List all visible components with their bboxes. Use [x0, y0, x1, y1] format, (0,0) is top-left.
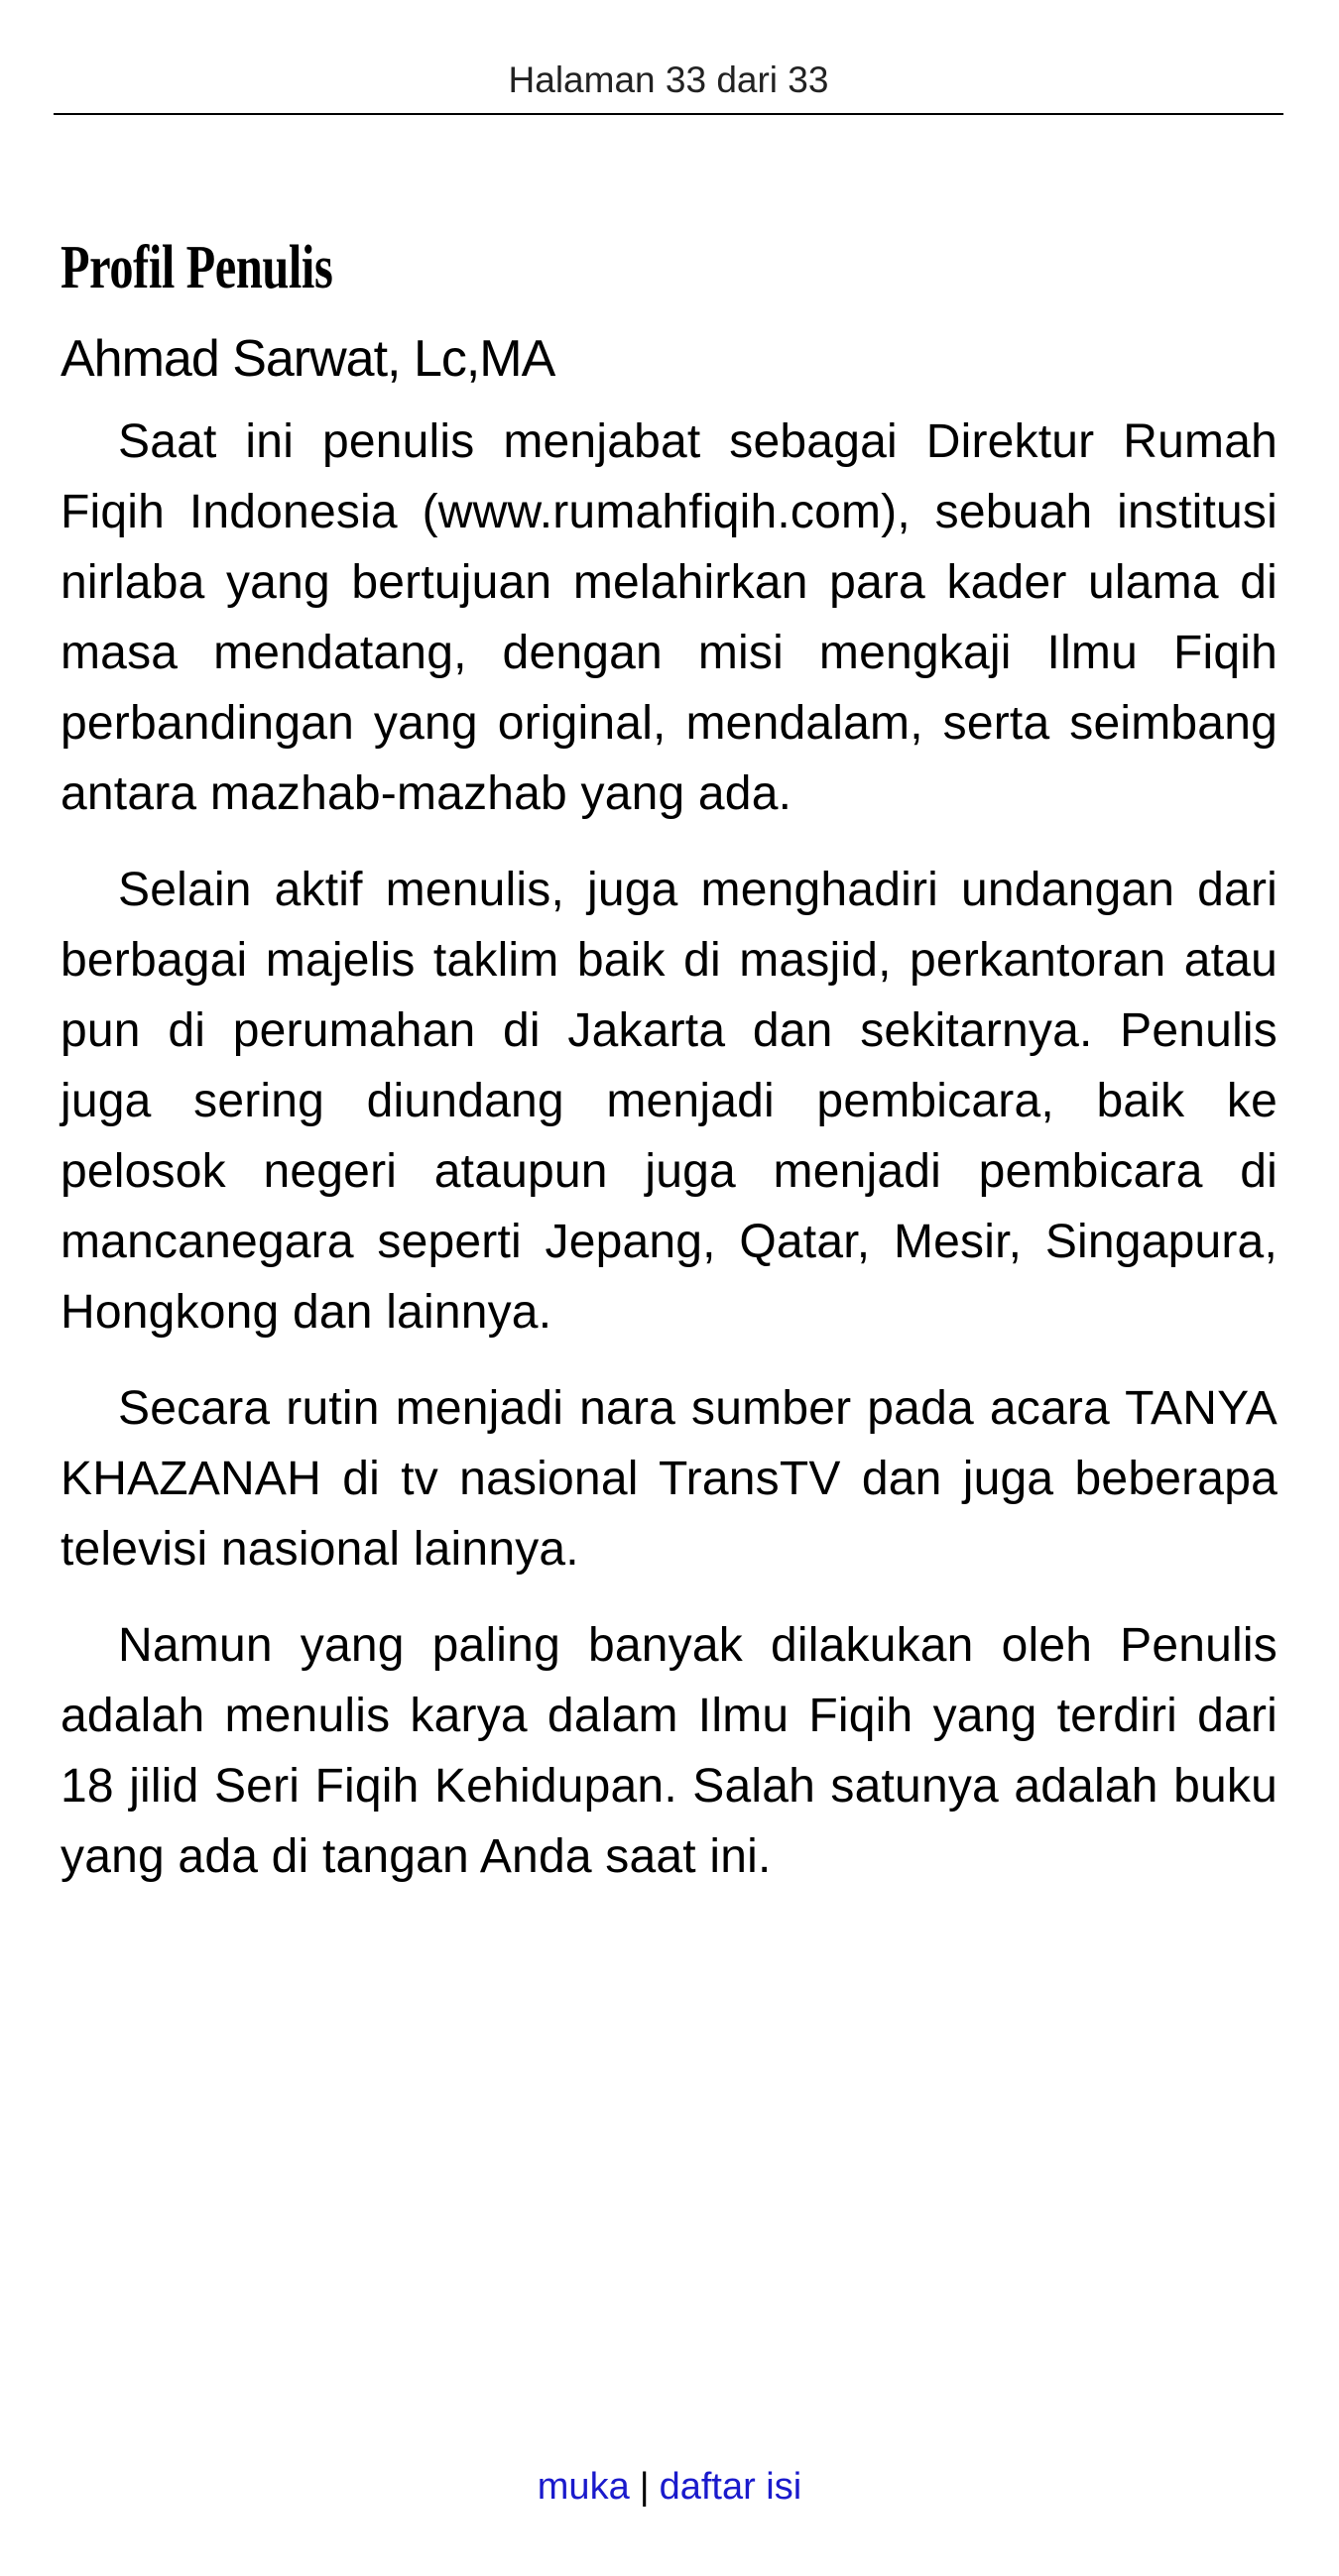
- page-header: [54, 58, 1283, 115]
- page-indicator: Halaman 33 dari 33: [508, 59, 829, 100]
- body-paragraph: Saat ini penulis menjabat sebagai Direktur Rumah Fiqih Indonesia (www.rumahfiqih.com), sebuah institusi nirlaba yang bertujuan melahirkan para kader ulama di masa mendatang, dengan misi mengkaji Ilmu Fiqih perbandingan yang original, mendalam, serta seimbang antara mazhab-mazhab yang ada.: [61, 415, 1278, 820]
- section-title: Profil Penulis: [61, 234, 333, 301]
- body-paragraph: Namun yang paling banyak dilakukan oleh Penulis adalah menulis karya dalam Ilmu Fiqih yang terdiri dari 18 jilid Seri Fiqih Kehidupan. Salah satunya adalah buku yang ada di tangan Anda saat ini.: [61, 1619, 1278, 1883]
- footer-nav: [0, 2461, 1339, 2513]
- table-of-contents-link[interactable]: daftar isi: [659, 2466, 802, 2508]
- nav-separator: |: [639, 2466, 650, 2508]
- body-paragraph: Selain aktif menulis, juga menghadiri undangan dari berbagai majelis taklim baik di masjid, perkantoran atau pun di perumahan di Jakarta dan sekitarnya. Penulis juga sering diundang menjadi pembicara, baik ke pelosok negeri ataupun juga menjadi pembicara di mancanegara seperti Jepang, Qatar, Mesir, Singapura, Hongkong dan lainnya.: [61, 864, 1278, 1339]
- body-paragraph: Secara rutin menjadi nara sumber pada acara TANYA KHAZANAH di tv nasional TransTV dan juga beberapa televisi nasional lainnya.: [61, 1382, 1278, 1576]
- author-name: Ahmad Sarwat, Lc,MA: [61, 330, 555, 388]
- home-link[interactable]: muka: [537, 2466, 630, 2508]
- page-content: [61, 226, 1278, 1892]
